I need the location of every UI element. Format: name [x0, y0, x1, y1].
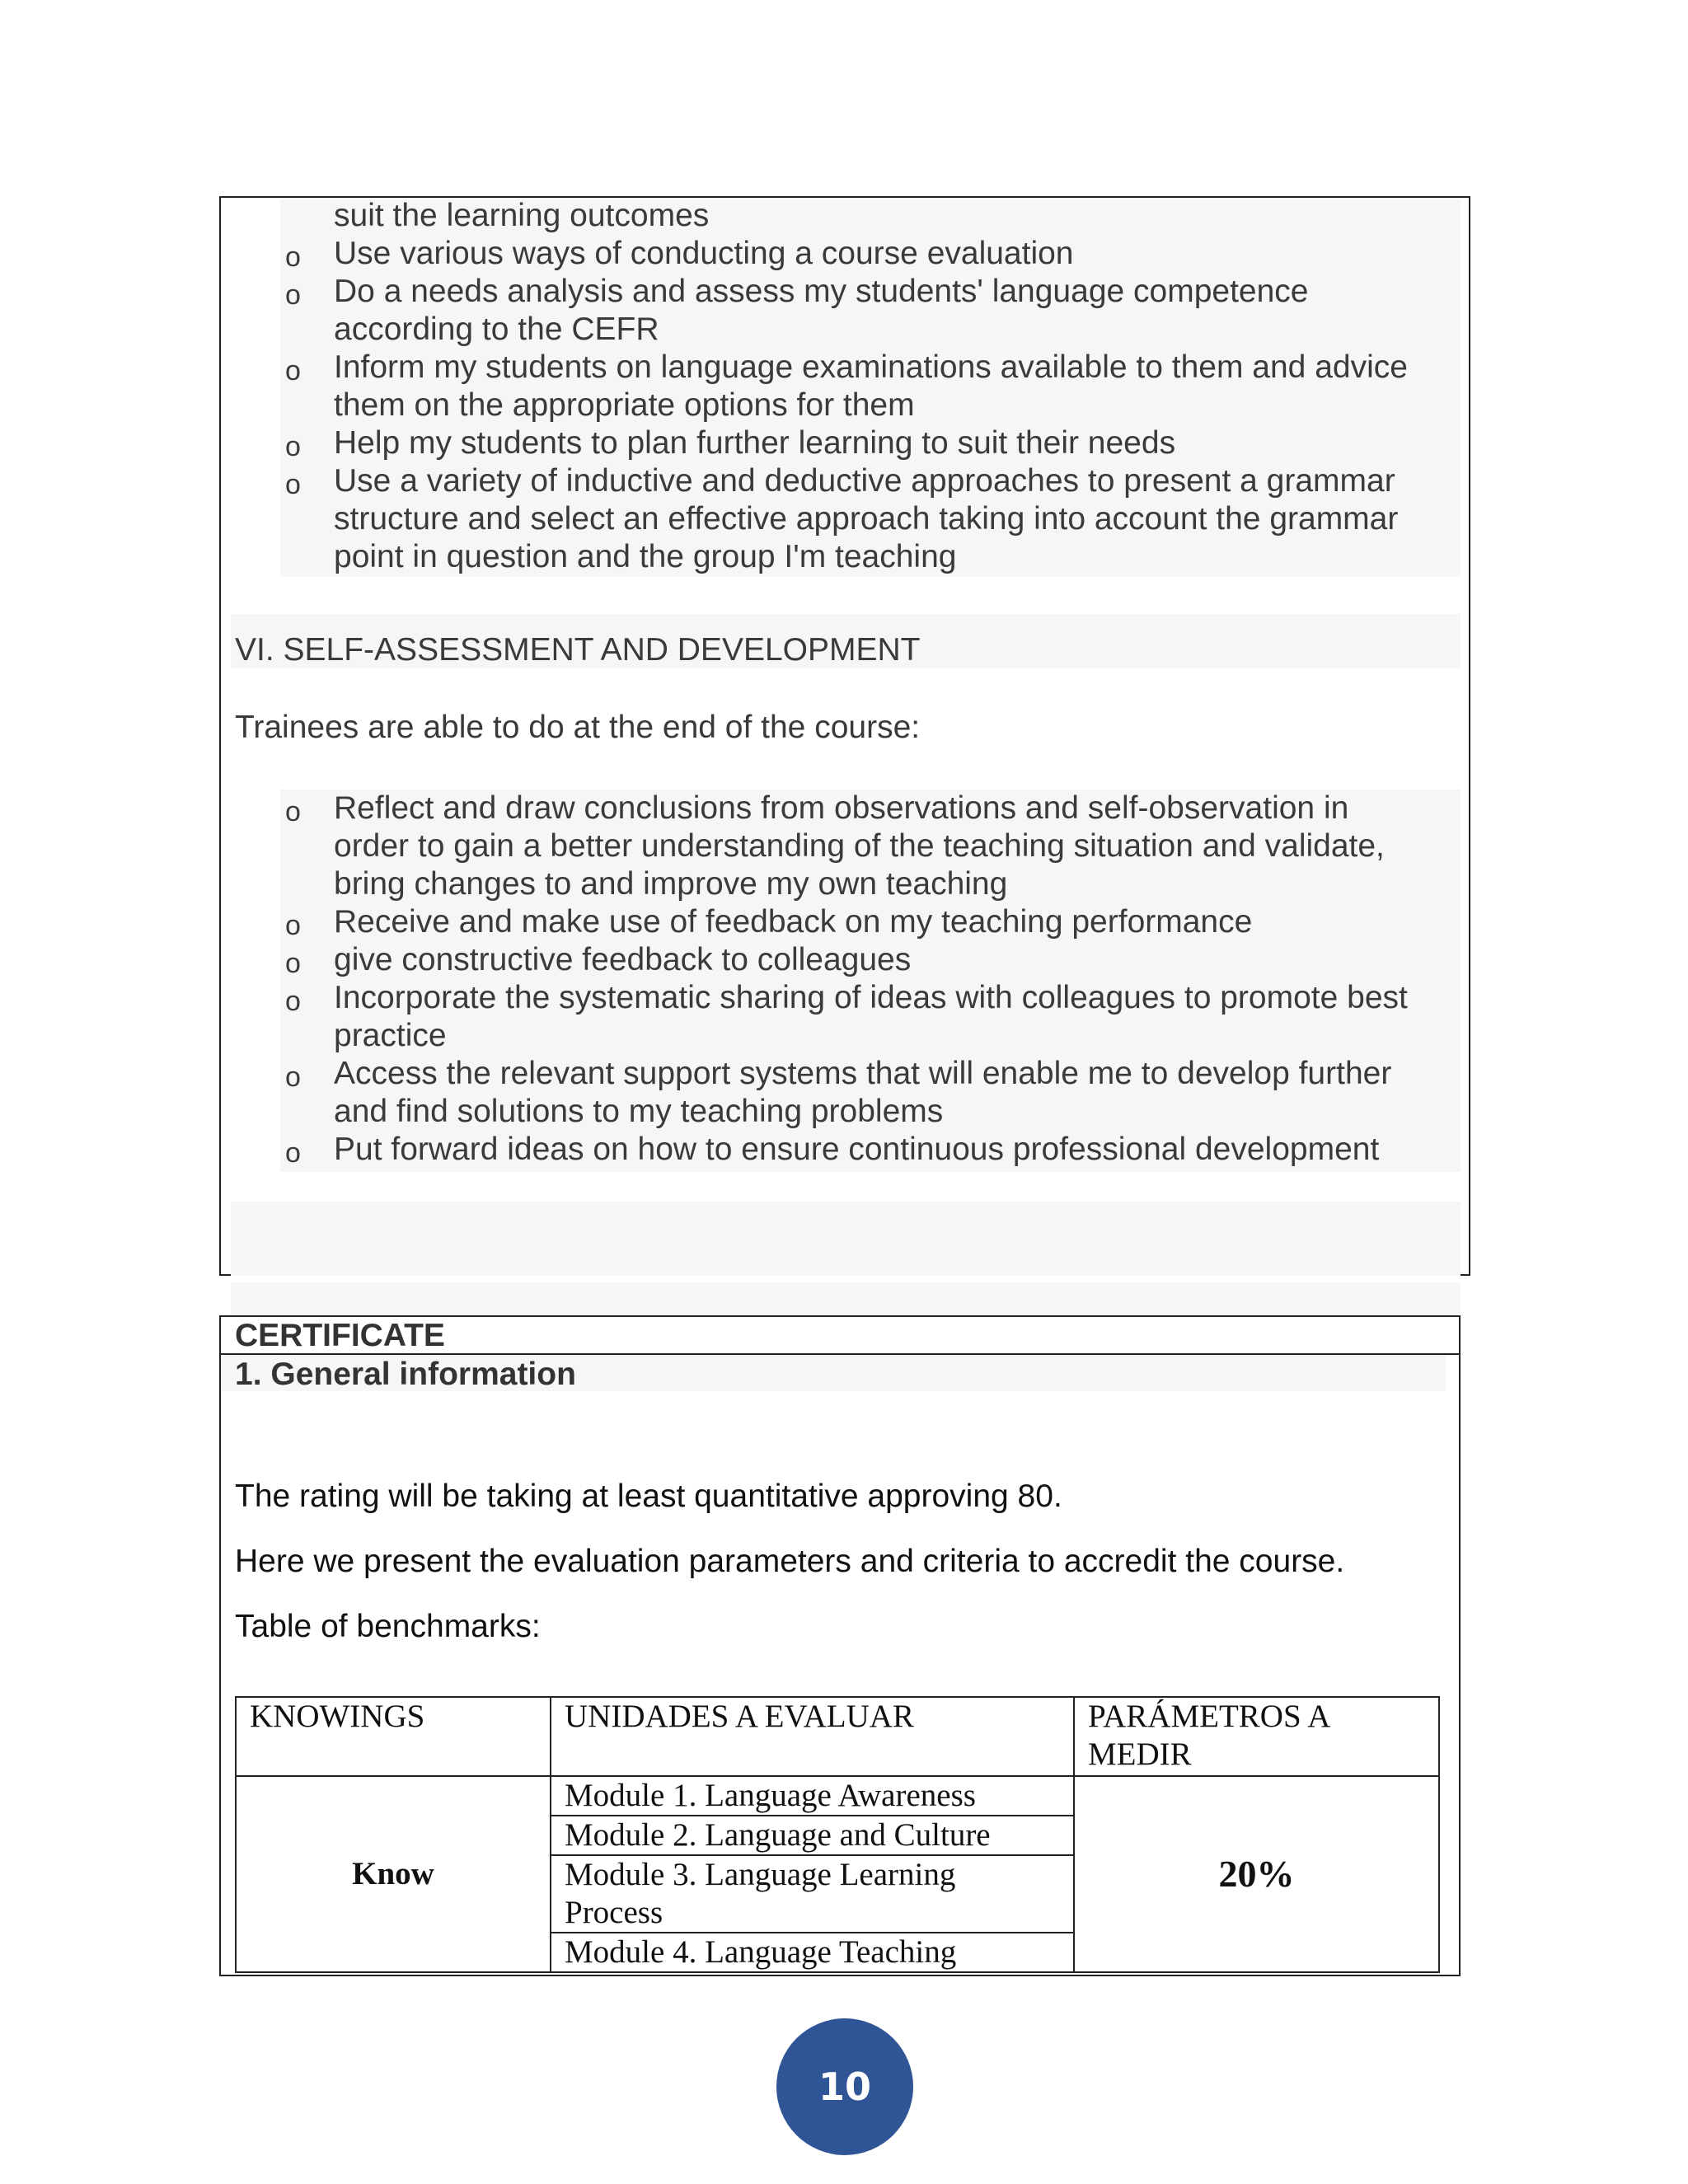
benchmarks-label: Table of benchmarks: [235, 1609, 541, 1644]
list-item-continuation: suit the learning outcomes [334, 198, 710, 233]
list-item: point in question and the group I'm teaching [334, 539, 957, 574]
list-item: Use various ways of conducting a course evaluation [334, 236, 1074, 271]
bullet-icon: o [285, 469, 301, 500]
header-knowings: KNOWINGS [236, 1697, 551, 1776]
bullet-icon: o [285, 986, 301, 1017]
bullet-icon: o [285, 948, 301, 979]
list-item: Help my students to plan further learning to suit their needs [334, 425, 1176, 461]
header-parametros: PARÁMETROS A MEDIR [1074, 1697, 1439, 1776]
list-item: according to the CEFR [334, 312, 659, 347]
bullet-icon: o [285, 910, 301, 941]
list-item: order to gain a better understanding of the teaching situation and validate, [334, 828, 1385, 864]
module-2-cell: Module 2. Language and Culture [551, 1816, 1074, 1855]
general-info-heading: 1. General information [235, 1357, 576, 1392]
list-item: Do a needs analysis and assess my students' language competence [334, 274, 1309, 309]
list-item: bring changes to and improve my own teaching [334, 866, 1008, 902]
bullet-icon: o [285, 1062, 301, 1093]
table-row [236, 1776, 1439, 1816]
bullet-icon: o [285, 1137, 301, 1169]
list-item: Reflect and draw conclusions from observations and self-observation in [334, 790, 1349, 826]
list-item: give constructive feedback to colleagues [334, 942, 912, 977]
parameter-cell: 20% [1074, 1776, 1439, 1972]
parameters-paragraph: Here we present the evaluation parameters and criteria to accredit the course. [235, 1544, 1345, 1579]
header-unidades: UNIDADES A EVALUAR [551, 1697, 1074, 1776]
page-number-badge: 10 [776, 2018, 913, 2155]
list-item: Use a variety of inductive and deductive approaches to present a grammar [334, 463, 1395, 499]
bullet-icon: o [285, 355, 301, 387]
section6-title: VI. SELF-ASSESSMENT AND DEVELOPMENT [235, 632, 921, 668]
benchmarks-table [235, 1696, 1440, 1973]
list-item: Access the relevant support systems that will enable me to develop further [334, 1056, 1392, 1091]
list-item: practice [334, 1018, 447, 1053]
list-item: Inform my students on language examinations available to them and advice [334, 349, 1408, 385]
module-1-cell: Module 1. Language Awareness [551, 1776, 1074, 1816]
certificate-title: CERTIFICATE [235, 1318, 445, 1353]
list-item: structure and select an effective approach taking into account the grammar [334, 501, 1399, 537]
list-item: and find solutions to my teaching problems [334, 1094, 944, 1129]
list-item: Receive and make use of feedback on my teaching performance [334, 904, 1253, 940]
list-item: them on the appropriate options for them [334, 387, 915, 423]
bullet-icon: o [285, 279, 301, 311]
bullet-icon: o [285, 241, 301, 273]
bullet-icon: o [285, 431, 301, 462]
module-3-cell: Module 3. Language Learning Process [551, 1855, 1074, 1933]
section6-intro: Trainees are able to do at the end of the course: [235, 710, 921, 745]
rating-paragraph: The rating will be taking at least quantitative approving 80. [235, 1479, 1062, 1514]
list-item: Incorporate the systematic sharing of ideas with colleagues to promote best [334, 980, 1408, 1015]
table-header-row [236, 1697, 1439, 1776]
list-item: Put forward ideas on how to ensure continuous professional development [334, 1132, 1380, 1167]
bullet-icon: o [285, 796, 301, 827]
know-cell: Know [236, 1776, 551, 1972]
section6-bottom-shade [231, 1202, 1461, 1276]
gap-shade [231, 1282, 1461, 1315]
module-4-cell: Module 4. Language Teaching [551, 1933, 1074, 1972]
